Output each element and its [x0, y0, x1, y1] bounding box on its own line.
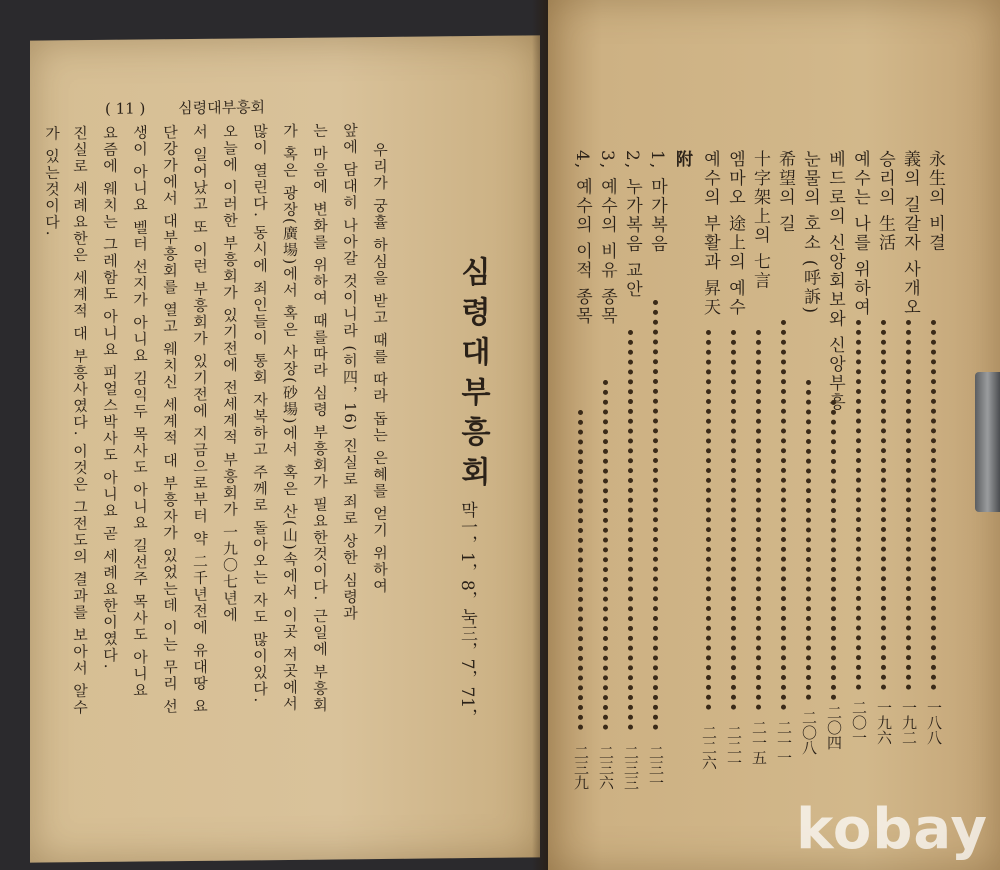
- body-column: 서 일어났고 또 이런 부흥회가 있기전에 지금으로부터 약 二千년전에 유대땅 요: [191, 123, 209, 715]
- body-column: 가 있는것이다.: [43, 125, 61, 238]
- toc-item: 永生의 비결: [925, 150, 945, 253]
- leader-dots: [628, 330, 637, 730]
- body-column: 우리가 궁휼 하심을 받고 때를 따라 돕는 은혜를 얻기 위하여: [371, 141, 389, 595]
- toc-item: 눈물의 호소 (呼訴): [800, 150, 820, 316]
- leader-dots: [906, 320, 915, 690]
- leader-dots: [831, 400, 840, 700]
- toc-item: 예수의 부활과 昇天: [700, 150, 720, 317]
- toc-page-number: 二一五: [750, 720, 768, 765]
- toc-page-number: 二二六: [700, 725, 718, 770]
- toc-page-number: 二三九: [572, 745, 590, 790]
- leader-dots: [856, 320, 865, 690]
- body-column: 요즘에 웨치는 그레함도 아니요 피얼스박사도 아니요 곧 세례요한이였다.: [101, 124, 119, 671]
- leader-dots: [653, 300, 662, 730]
- left-page: [30, 35, 540, 862]
- toc-item: 義의 길갈자 사개오: [900, 150, 920, 317]
- body-column: 앞에 담대히 나아갈 것이니라 (히四，16) 진실로 죄로 상한 심령과: [341, 122, 359, 622]
- toc-page-number: 二〇八: [800, 710, 818, 755]
- leader-dots: [806, 380, 815, 700]
- leader-dots: [931, 320, 940, 690]
- leader-dots: [881, 320, 890, 690]
- body-column: 진실로 세례요한은 세계적 대 부흥사였다. 이것은 그전도의 결과를 보아서 알수: [71, 125, 89, 716]
- toc-item: 希望의 길: [775, 150, 795, 234]
- body-column: 는 마음에 변화를 위하여 때를따라 심령 부흥회가 필요한것이다. 근일에 부흥회: [311, 122, 329, 714]
- body-column: 많이 열린다. 동시에 죄인들이 통회 자복하고 주께로 돌아오는 자도 많이있다.: [251, 123, 269, 704]
- body-column: 가 혹은 광장(廣場)에서 혹은 사장(砂場)에서 혹은 산(山)속에서 이곳 저곳에서: [281, 122, 299, 713]
- leader-dots: [706, 330, 715, 710]
- metal-binder-clip: [975, 372, 1000, 512]
- watermark: kobay: [796, 797, 988, 862]
- leader-dots: [578, 410, 587, 730]
- appendix-item: 2, 누가복음 교안: [622, 150, 642, 300]
- toc-page-number: 二一一: [775, 720, 793, 765]
- toc-page-number: 二〇一: [850, 700, 868, 745]
- toc-item: 예수는 나를 위하여: [850, 150, 870, 317]
- running-title: 심령대부흥회: [178, 98, 266, 118]
- toc-page-number: 二〇四: [825, 705, 843, 750]
- toc-item: 베드로의 신앙회보와 신앙부흥: [825, 150, 845, 412]
- toc-page-number: 二三一: [647, 745, 665, 790]
- toc-page-number: 一九二: [900, 700, 918, 745]
- toc-page-number: 二三三: [622, 745, 640, 790]
- right-page: [548, 0, 1000, 870]
- leader-dots: [781, 320, 790, 710]
- toc-page-number: 二三六: [597, 745, 615, 790]
- leader-dots: [756, 330, 765, 710]
- toc-item: 엠마오 途上의 예수: [725, 150, 745, 317]
- toc-page-number: 二二一: [725, 725, 743, 770]
- page-header: [105, 96, 293, 119]
- appendix-item: 1, 마가복음: [647, 150, 667, 254]
- body-column: 생이 아니요 벨터 선지가 아니요 김익두 목사도 아니요 길선주 목사도 아니요: [131, 124, 149, 699]
- toc-page-number: 一九六: [875, 700, 893, 745]
- toc-item: 승리의 生活: [875, 150, 895, 253]
- appendix-item: 3, 예수의 비유 종목: [597, 150, 617, 326]
- toc-item: 十字架上의 七言: [750, 150, 770, 291]
- page-number: ( 11 ): [105, 99, 146, 118]
- body-column: 오늘에 이러한 부흥회가 있기전에 전세계적 부흥회가 一九〇七년에: [221, 123, 239, 624]
- appendix-label: 附: [672, 150, 692, 169]
- toc-page-number: 一八八: [925, 700, 943, 745]
- sermon-title: 심령대부흥회: [455, 255, 490, 497]
- appendix-item: 4, 예수의 이적 종목: [572, 150, 592, 326]
- body-column: 단강가에서 대부흥회를 열고 웨치신 세계적 대 부흥자가 있었는데 이는 무리 선: [161, 124, 179, 715]
- leader-dots: [731, 330, 740, 710]
- scripture-reference: 막一，1，8，눅三，7，71，: [457, 500, 477, 726]
- leader-dots: [603, 380, 612, 730]
